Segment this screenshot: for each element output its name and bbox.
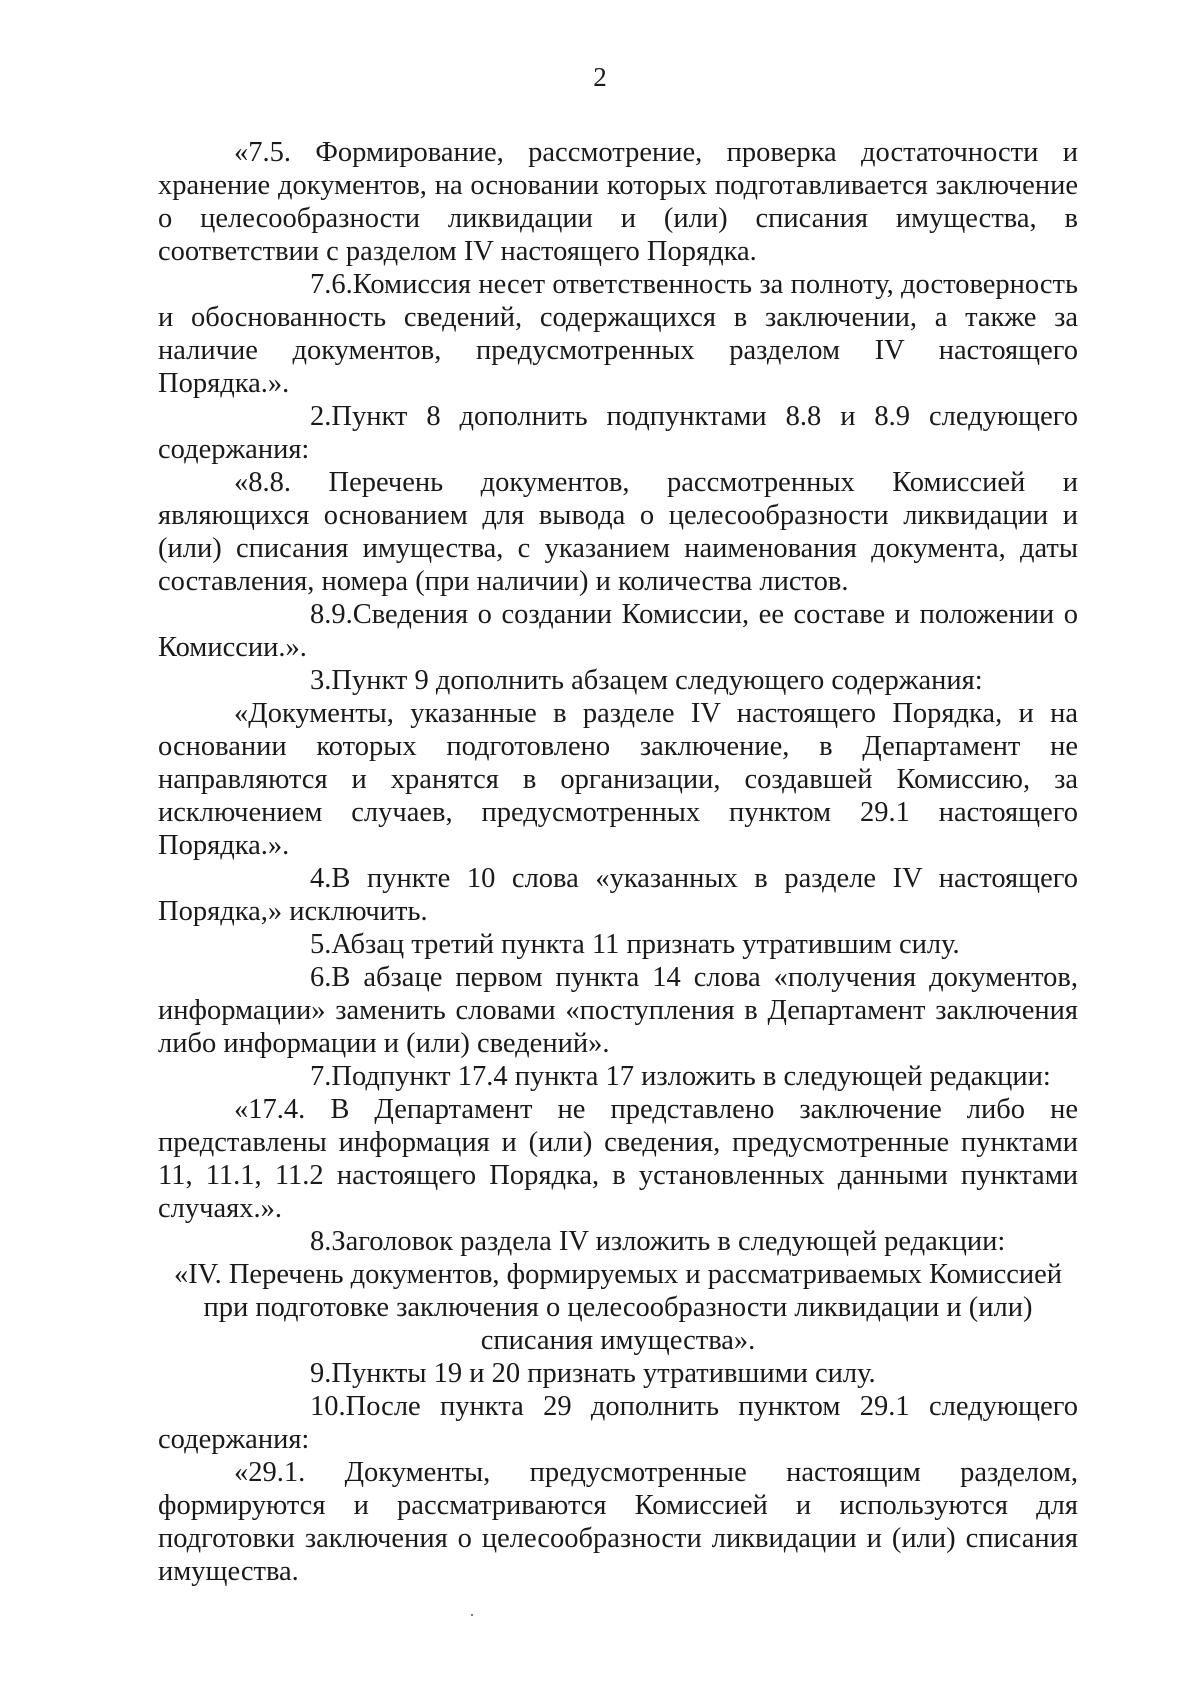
- section-iv-heading: «IV. Перечень документов, формируемых и рассматриваемых Комиссией при подготовке заключения о целесообразности ликвидации и (или) списания имущества».: [173, 1259, 1063, 1356]
- paragraph-number: 3.: [310, 665, 332, 696]
- paragraph-number: 2.: [310, 401, 332, 432]
- paragraph-number: 4.: [310, 863, 332, 894]
- document-body: [158, 136, 1078, 1588]
- paragraph-number: 10.: [310, 1391, 346, 1422]
- paragraph-number: 8.: [310, 1226, 332, 1257]
- item-8: 8.Заголовок раздела IV изложить в следующей редакции:: [158, 1225, 1078, 1258]
- item-5: 5.Абзац третий пункта 11 признать утратившим силу.: [158, 928, 1078, 961]
- page-number: 2: [593, 62, 607, 92]
- paragraph-number: 5.: [310, 929, 332, 960]
- paragraph-29-1: «29.1. Документы, предусмотренные настоящим разделом, формируются и рассматриваются Комиссией и используются для подготовки заключения о целесообразности ликвидации и (или) списания имущества.: [158, 1457, 1078, 1587]
- item-4: 4.В пункте 10 слова «указанных в разделе IV настоящего Порядка,» исключить.: [158, 863, 1078, 927]
- item-9: 9.Пункты 19 и 20 признать утратившими силу.: [158, 1357, 1078, 1390]
- item-6: 6.В абзаце первом пункта 14 слова «получения документов, информации» заменить словами «поступления в Департамент заключения либо информации и (или) сведений».: [158, 962, 1078, 1059]
- paragraph-8-8: «8.8. Перечень документов, рассмотренных Комиссией и являющихся основанием для вывода о целесообразности ликвидации и (или) списания имущества, с указанием наименования документа, даты составления, номера (при наличии) и количества листов.: [158, 467, 1078, 597]
- paragraph-number: 7.6.: [310, 269, 353, 300]
- paragraph-documents-quote: «Документы, указанные в разделе IV настоящего Порядка, и на основании которых подготовлено заключение, в Департамент не направляются и хранятся в организации, создавшей Комиссию, за исключением случаев, предусмотренных пунктом 29.1 настоящего Порядка.».: [158, 698, 1078, 861]
- paragraph-number: 6.: [310, 962, 332, 993]
- item-7: 7.Подпункт 17.4 пункта 17 изложить в следующей редакции:: [158, 1060, 1078, 1093]
- paragraph-7-5: «7.5. Формирование, рассмотрение, проверка достаточности и хранение документов, на основании которых подготавливается заключение о целесообразности ликвидации и (или) списания имущества, в соответствии с разделом IV настоящего Порядка.: [158, 137, 1078, 267]
- scan-speck: [471, 1614, 473, 1616]
- paragraph-number: 9.: [310, 1358, 332, 1389]
- paragraph-8-9: 8.9.Сведения о создании Комиссии, ее составе и положении о Комиссии.».: [158, 599, 1078, 663]
- paragraph-17-4: «17.4. В Департамент не представлено заключение либо не представлены информация и (или) сведения, предусмотренные пунктами 11, 11.1, 11.2 настоящего Порядка, в установленных данными пунктами случаях.».: [158, 1094, 1078, 1224]
- item-3: 3.Пункт 9 дополнить абзацем следующего содержания:: [158, 664, 1078, 697]
- paragraph-number: 7.: [310, 1061, 332, 1092]
- item-2: 2.Пункт 8 дополнить подпунктами 8.8 и 8.9 следующего содержания:: [158, 401, 1078, 465]
- paragraph-7-6: 7.6.Комиссия несет ответственность за полноту, достоверность и обоснованность сведений, содержащихся в заключении, а также за наличие документов, предусмотренных разделом IV настоящего Порядка.».: [158, 269, 1078, 399]
- paragraph-number: 8.9.: [310, 599, 353, 630]
- item-10: 10.После пункта 29 дополнить пунктом 29.1 следующего содержания:: [158, 1391, 1078, 1455]
